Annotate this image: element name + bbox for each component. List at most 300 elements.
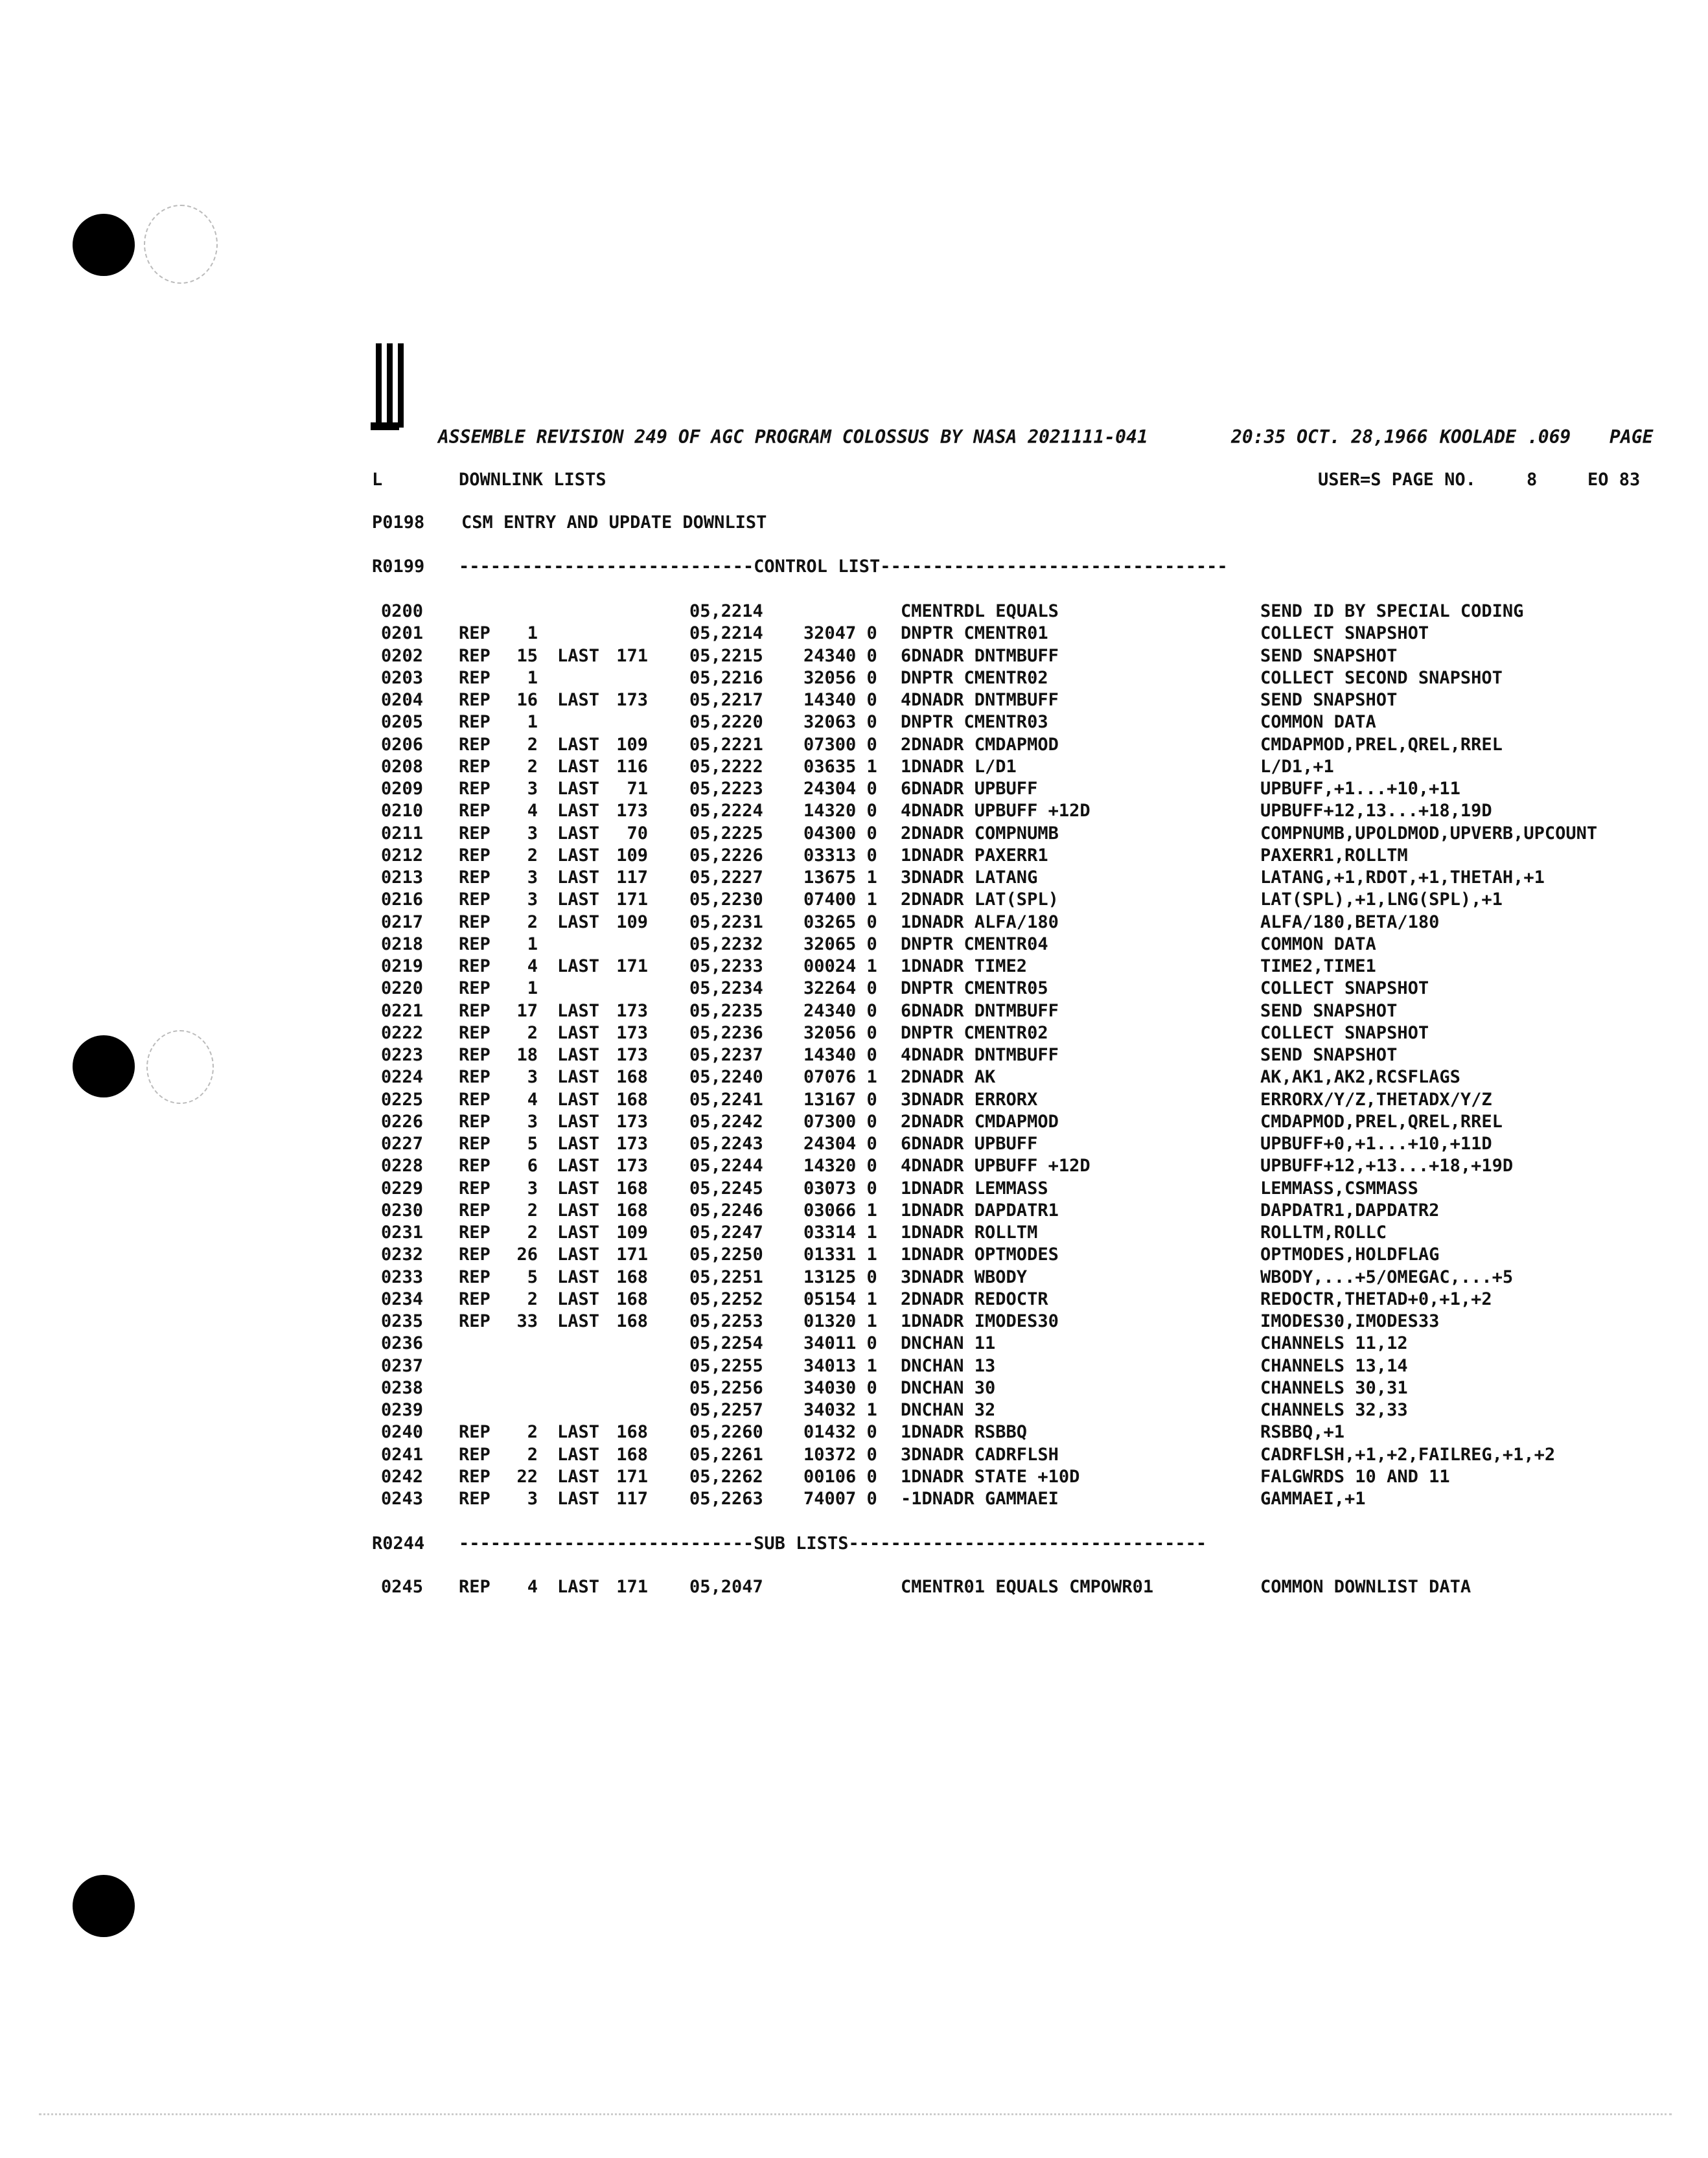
address: 05,2232 bbox=[689, 934, 763, 954]
line-number: 0224 bbox=[381, 1067, 424, 1088]
rep-count: 26 bbox=[516, 1245, 538, 1265]
last-keyword: LAST bbox=[557, 1311, 600, 1331]
address: 05,2241 bbox=[689, 1089, 763, 1110]
address: 05,2247 bbox=[689, 1222, 763, 1243]
comment: OPTMODES,HOLDFLAG bbox=[1260, 1245, 1440, 1265]
rep-keyword: REP bbox=[459, 1111, 490, 1132]
rep-keyword: REP bbox=[459, 734, 490, 755]
rep-keyword: REP bbox=[459, 934, 490, 954]
comment: CMDAPMOD,PREL,QREL,RREL bbox=[1260, 1111, 1503, 1132]
rep-keyword: REP bbox=[459, 1489, 490, 1509]
listing-row bbox=[0, 1178, 1708, 1200]
line-number: 0204 bbox=[381, 690, 424, 710]
instruction: 2DNADR AK bbox=[901, 1067, 996, 1088]
instruction: 2DNADR LAT(SPL) bbox=[901, 890, 1059, 910]
rep-count: 2 bbox=[527, 1289, 538, 1309]
rep-count: 1 bbox=[527, 934, 538, 954]
instruction: DNPTR CMENTR02 bbox=[901, 1022, 1048, 1043]
listing-row bbox=[0, 1467, 1708, 1489]
listing-row bbox=[0, 1333, 1708, 1355]
address: 05,2227 bbox=[689, 867, 763, 888]
last-keyword: LAST bbox=[557, 1245, 600, 1265]
listing-row bbox=[0, 1400, 1708, 1422]
line-number: 0205 bbox=[381, 712, 424, 733]
line-number: 0220 bbox=[381, 978, 424, 999]
line-number: 0211 bbox=[381, 823, 424, 844]
address: 05,2047 bbox=[689, 1577, 763, 1597]
instruction: 2DNADR COMPNUMB bbox=[901, 823, 1059, 844]
last-number: 117 bbox=[616, 1489, 648, 1509]
listing-row bbox=[0, 1222, 1708, 1245]
octal-word: 07400 1 bbox=[803, 890, 877, 910]
last-number: 116 bbox=[616, 756, 648, 777]
last-keyword: LAST bbox=[557, 867, 600, 888]
listing-row bbox=[0, 934, 1708, 956]
last-number: 168 bbox=[616, 1444, 648, 1465]
last-keyword: LAST bbox=[557, 1222, 600, 1243]
last-number: 173 bbox=[616, 801, 648, 821]
address: 05,2262 bbox=[689, 1466, 763, 1487]
comment: COLLECT SNAPSHOT bbox=[1260, 1022, 1429, 1043]
rep-keyword: REP bbox=[459, 1245, 490, 1265]
listing-row bbox=[0, 1023, 1708, 1045]
octal-word: 03066 1 bbox=[803, 1200, 877, 1221]
comment: REDOCTR,THETAD+0,+1,+2 bbox=[1260, 1289, 1492, 1309]
listing-row bbox=[0, 690, 1708, 712]
last-number: 171 bbox=[616, 1245, 648, 1265]
line-number: 0213 bbox=[381, 867, 424, 888]
comment: ROLLTM,ROLLC bbox=[1260, 1222, 1387, 1243]
last-keyword: LAST bbox=[557, 1067, 600, 1088]
rep-keyword: REP bbox=[459, 1178, 490, 1199]
address: 05,2216 bbox=[689, 667, 763, 688]
comment: CADRFLSH,+1,+2,FAILREG,+1,+2 bbox=[1260, 1444, 1556, 1465]
instruction: CMENTRDL EQUALS bbox=[901, 601, 1059, 621]
rep-count: 4 bbox=[527, 1089, 538, 1110]
comment: TIME2,TIME1 bbox=[1260, 956, 1376, 976]
last-number: 117 bbox=[616, 867, 648, 888]
address: 05,2222 bbox=[689, 756, 763, 777]
rep-keyword: REP bbox=[459, 779, 490, 799]
line-number: 0236 bbox=[381, 1333, 424, 1354]
comment: DAPDATR1,DAPDATR2 bbox=[1260, 1200, 1440, 1221]
instruction: DNPTR CMENTR02 bbox=[901, 667, 1048, 688]
octal-word: 13167 0 bbox=[803, 1089, 877, 1110]
address: 05,2226 bbox=[689, 845, 763, 866]
rep-count: 3 bbox=[527, 779, 538, 799]
last-number: 171 bbox=[616, 1466, 648, 1487]
octal-word: 13675 1 bbox=[803, 867, 877, 888]
line-number: 0209 bbox=[381, 779, 424, 799]
listing-row bbox=[0, 1577, 1708, 1599]
line-number: 0216 bbox=[381, 890, 424, 910]
last-keyword: LAST bbox=[557, 690, 600, 710]
instruction: 2DNADR CMDAPMOD bbox=[901, 1111, 1059, 1132]
listing-row bbox=[0, 668, 1708, 690]
octal-word: 34013 1 bbox=[803, 1355, 877, 1376]
rep-keyword: REP bbox=[459, 1422, 490, 1443]
rep-keyword: REP bbox=[459, 1200, 490, 1221]
last-number: 171 bbox=[616, 645, 648, 666]
comment: SEND SNAPSHOT bbox=[1260, 1000, 1398, 1021]
instruction: 4DNADR UPBUFF +12D bbox=[901, 801, 1091, 821]
last-keyword: LAST bbox=[557, 1089, 600, 1110]
rep-keyword: REP bbox=[459, 1289, 490, 1309]
log-section-letter: L bbox=[372, 470, 383, 490]
octal-word: 34011 0 bbox=[803, 1333, 877, 1354]
comment: COLLECT SNAPSHOT bbox=[1260, 623, 1429, 644]
address: 05,2224 bbox=[689, 801, 763, 821]
rep-keyword: REP bbox=[459, 1156, 490, 1177]
last-number: 168 bbox=[616, 1067, 648, 1088]
line-number: 0201 bbox=[381, 623, 424, 644]
last-number: 171 bbox=[616, 1577, 648, 1597]
listing-row bbox=[0, 1489, 1708, 1511]
rep-count: 3 bbox=[527, 890, 538, 910]
address: 05,2263 bbox=[689, 1489, 763, 1509]
last-keyword: LAST bbox=[557, 779, 600, 799]
rep-count: 3 bbox=[527, 1489, 538, 1509]
page-label: PAGE bbox=[1610, 426, 1654, 448]
address: 05,2242 bbox=[689, 1111, 763, 1132]
rep-keyword: REP bbox=[459, 667, 490, 688]
punch-hole-top bbox=[73, 214, 135, 276]
rep-keyword: REP bbox=[459, 623, 490, 644]
line-number: 0233 bbox=[381, 1267, 424, 1287]
rep-count: 3 bbox=[527, 823, 538, 844]
address: 05,2225 bbox=[689, 823, 763, 844]
octal-word: 03635 1 bbox=[803, 756, 877, 777]
listing-row bbox=[0, 735, 1708, 757]
listing-row bbox=[0, 1112, 1708, 1134]
octal-word: 14320 0 bbox=[803, 1156, 877, 1177]
last-number: 70 bbox=[627, 823, 648, 844]
octal-word: 24340 0 bbox=[803, 1000, 877, 1021]
octal-word: 14340 0 bbox=[803, 690, 877, 710]
listing-row bbox=[0, 823, 1708, 845]
comment: L/D1,+1 bbox=[1260, 756, 1334, 777]
instruction: 6DNADR DNTMBUFF bbox=[901, 645, 1059, 666]
listing-row bbox=[0, 867, 1708, 890]
listing-row bbox=[0, 956, 1708, 978]
rep-keyword: REP bbox=[459, 801, 490, 821]
last-number: 168 bbox=[616, 1311, 648, 1331]
octal-word: 32056 0 bbox=[803, 1022, 877, 1043]
instruction: DNPTR CMENTR03 bbox=[901, 712, 1048, 733]
line-number: 0237 bbox=[381, 1355, 424, 1376]
line-number: 0225 bbox=[381, 1089, 424, 1110]
rep-count: 4 bbox=[527, 1577, 538, 1597]
instruction: 3DNADR WBODY bbox=[901, 1267, 1028, 1287]
remark-downlist-title: CSM ENTRY AND UPDATE DOWNLIST bbox=[461, 512, 767, 533]
rep-count: 2 bbox=[527, 912, 538, 932]
octal-word: 24304 0 bbox=[803, 1134, 877, 1154]
line-number: 0222 bbox=[381, 1022, 424, 1043]
rep-keyword: REP bbox=[459, 956, 490, 976]
line-number: 0218 bbox=[381, 934, 424, 954]
log-section-title: DOWNLINK LISTS bbox=[459, 470, 606, 490]
control-list-line-number: R0199 bbox=[372, 557, 425, 577]
rep-keyword: REP bbox=[459, 1134, 490, 1154]
comment: SEND SNAPSHOT bbox=[1260, 690, 1398, 710]
address: 05,2236 bbox=[689, 1022, 763, 1043]
last-keyword: LAST bbox=[557, 645, 600, 666]
rep-count: 3 bbox=[527, 1178, 538, 1199]
rep-keyword: REP bbox=[459, 1311, 490, 1331]
rep-count: 3 bbox=[527, 1067, 538, 1088]
rep-count: 1 bbox=[527, 623, 538, 644]
sub-lists-line-number: R0244 bbox=[372, 1533, 425, 1554]
octal-word: 34032 1 bbox=[803, 1400, 877, 1420]
rep-count: 17 bbox=[516, 1000, 538, 1021]
listing-row bbox=[0, 1245, 1708, 1267]
listing-row bbox=[0, 1289, 1708, 1311]
rep-count: 16 bbox=[516, 690, 538, 710]
line-number: 0223 bbox=[381, 1045, 424, 1065]
instruction: 1DNADR RSBBQ bbox=[901, 1422, 1028, 1443]
instruction: 6DNADR UPBUFF bbox=[901, 1134, 1038, 1154]
rep-keyword: REP bbox=[459, 1022, 490, 1043]
comment: CHANNELS 32,33 bbox=[1260, 1400, 1408, 1420]
address: 05,2261 bbox=[689, 1444, 763, 1465]
instruction: 1DNADR IMODES30 bbox=[901, 1311, 1059, 1331]
octal-word: 03314 1 bbox=[803, 1222, 877, 1243]
perforation-edge bbox=[39, 2113, 1672, 2115]
address: 05,2244 bbox=[689, 1156, 763, 1177]
comment: UPBUFF+12,13...+18,19D bbox=[1260, 801, 1492, 821]
line-number: 0229 bbox=[381, 1178, 424, 1199]
last-number: 168 bbox=[616, 1178, 648, 1199]
instruction: CMENTR01 EQUALS CMPOWR01 bbox=[901, 1577, 1154, 1597]
listing-row bbox=[0, 757, 1708, 779]
line-number: 0243 bbox=[381, 1489, 424, 1509]
instruction: 1DNADR TIME2 bbox=[901, 956, 1028, 976]
last-number: 109 bbox=[616, 1222, 648, 1243]
rep-count: 2 bbox=[527, 1022, 538, 1043]
listing-row bbox=[0, 1378, 1708, 1400]
rep-keyword: REP bbox=[459, 1466, 490, 1487]
comment: GAMMAEI,+1 bbox=[1260, 1489, 1366, 1509]
rep-count: 22 bbox=[516, 1466, 538, 1487]
line-number: 0206 bbox=[381, 734, 424, 755]
rep-keyword: REP bbox=[459, 845, 490, 866]
listing-row bbox=[0, 845, 1708, 867]
line-number: 0203 bbox=[381, 667, 424, 688]
rep-count: 2 bbox=[527, 1444, 538, 1465]
comment: IMODES30,IMODES33 bbox=[1260, 1311, 1440, 1331]
last-keyword: LAST bbox=[557, 1045, 600, 1065]
last-keyword: LAST bbox=[557, 1156, 600, 1177]
instruction: 6DNADR UPBUFF bbox=[901, 779, 1038, 799]
rep-keyword: REP bbox=[459, 890, 490, 910]
rep-count: 2 bbox=[527, 1222, 538, 1243]
octal-word: 10372 0 bbox=[803, 1444, 877, 1465]
last-number: 173 bbox=[616, 1111, 648, 1132]
comment: CMDAPMOD,PREL,QREL,RREL bbox=[1260, 734, 1503, 755]
address: 05,2223 bbox=[689, 779, 763, 799]
last-number: 109 bbox=[616, 845, 648, 866]
rep-count: 3 bbox=[527, 867, 538, 888]
comment: RSBBQ,+1 bbox=[1260, 1422, 1345, 1443]
comment: UPBUFF,+1...+10,+11 bbox=[1260, 779, 1460, 799]
rep-count: 33 bbox=[516, 1311, 538, 1331]
comment: UPBUFF+12,+13...+18,+19D bbox=[1260, 1156, 1514, 1177]
listing-row bbox=[0, 601, 1708, 623]
comment: UPBUFF+0,+1...+10,+11D bbox=[1260, 1134, 1492, 1154]
last-keyword: LAST bbox=[557, 734, 600, 755]
listing-row bbox=[0, 1311, 1708, 1333]
address: 05,2253 bbox=[689, 1311, 763, 1331]
listing-row bbox=[0, 1267, 1708, 1289]
rep-keyword: REP bbox=[459, 1577, 490, 1597]
octal-word: 04300 0 bbox=[803, 823, 877, 844]
address: 05,2257 bbox=[689, 1400, 763, 1420]
address: 05,2233 bbox=[689, 956, 763, 976]
octal-word: 32065 0 bbox=[803, 934, 877, 954]
comment: COMMON DATA bbox=[1260, 712, 1376, 733]
last-number: 109 bbox=[616, 734, 648, 755]
punch-hole-ghost-top bbox=[144, 205, 218, 284]
last-keyword: LAST bbox=[557, 1422, 600, 1443]
line-number: 0202 bbox=[381, 645, 424, 666]
comment: LATANG,+1,RDOT,+1,THETAH,+1 bbox=[1260, 867, 1545, 888]
address: 05,2230 bbox=[689, 890, 763, 910]
last-number: 168 bbox=[616, 1289, 648, 1309]
last-keyword: LAST bbox=[557, 756, 600, 777]
octal-word: 01432 0 bbox=[803, 1422, 877, 1443]
last-keyword: LAST bbox=[557, 1267, 600, 1287]
last-keyword: LAST bbox=[557, 1200, 600, 1221]
rep-keyword: REP bbox=[459, 1089, 490, 1110]
instruction: -1DNADR GAMMAEI bbox=[901, 1489, 1059, 1509]
listing-row bbox=[0, 1156, 1708, 1178]
last-keyword: LAST bbox=[557, 890, 600, 910]
rep-keyword: REP bbox=[459, 712, 490, 733]
comment: LAT(SPL),+1,LNG(SPL),+1 bbox=[1260, 890, 1503, 910]
rep-count: 1 bbox=[527, 667, 538, 688]
rep-keyword: REP bbox=[459, 1222, 490, 1243]
line-number: 0238 bbox=[381, 1377, 424, 1398]
assembly-timestamp: 20:35 OCT. 28,1966 bbox=[1231, 426, 1428, 448]
last-keyword: LAST bbox=[557, 1577, 600, 1597]
rep-count: 3 bbox=[527, 1111, 538, 1132]
sub-lists-divider: ----------------------------SUB LISTS---------------------------------- bbox=[459, 1533, 1207, 1554]
rep-count: 18 bbox=[516, 1045, 538, 1065]
address: 05,2240 bbox=[689, 1067, 763, 1088]
address: 05,2256 bbox=[689, 1377, 763, 1398]
last-number: 168 bbox=[616, 1089, 648, 1110]
last-number: 168 bbox=[616, 1267, 648, 1287]
comment: CHANNELS 13,14 bbox=[1260, 1355, 1408, 1376]
rep-count: 1 bbox=[527, 712, 538, 733]
rep-count: 1 bbox=[527, 978, 538, 999]
listing-row bbox=[0, 1067, 1708, 1089]
line-number: 0230 bbox=[381, 1200, 424, 1221]
address: 05,2221 bbox=[689, 734, 763, 755]
octal-word: 01320 1 bbox=[803, 1311, 877, 1331]
user-page-label: USER=S PAGE NO. bbox=[1318, 470, 1476, 490]
octal-word: 74007 0 bbox=[803, 1489, 877, 1509]
octal-word: 34030 0 bbox=[803, 1377, 877, 1398]
comment: SEND SNAPSHOT bbox=[1260, 645, 1398, 666]
rep-count: 2 bbox=[527, 1422, 538, 1443]
line-number: 0212 bbox=[381, 845, 424, 866]
eo-number: EO 83 bbox=[1587, 470, 1641, 490]
listing-row bbox=[0, 912, 1708, 934]
comment: COMPNUMB,UPOLDMOD,UPVERB,UPCOUNT bbox=[1260, 823, 1598, 844]
last-number: 168 bbox=[616, 1422, 648, 1443]
punch-hole-bottom bbox=[73, 1875, 135, 1937]
comment: CHANNELS 30,31 bbox=[1260, 1377, 1408, 1398]
rep-keyword: REP bbox=[459, 1045, 490, 1065]
listing-row bbox=[0, 1001, 1708, 1023]
address: 05,2260 bbox=[689, 1422, 763, 1443]
rep-keyword: REP bbox=[459, 1267, 490, 1287]
comment: FALGWRDS 10 AND 11 bbox=[1260, 1466, 1450, 1487]
instruction: DNPTR CMENTR04 bbox=[901, 934, 1048, 954]
line-number: 0210 bbox=[381, 801, 424, 821]
comment: AK,AK1,AK2,RCSFLAGS bbox=[1260, 1067, 1460, 1088]
comment: LEMMASS,CSMMASS bbox=[1260, 1178, 1418, 1199]
comment: WBODY,...+5/OMEGAC,...+5 bbox=[1260, 1267, 1514, 1287]
address: 05,2214 bbox=[689, 623, 763, 644]
octal-word: 00024 1 bbox=[803, 956, 877, 976]
comment: CHANNELS 11,12 bbox=[1260, 1333, 1408, 1354]
listing-row bbox=[0, 978, 1708, 1000]
listing-row bbox=[0, 1045, 1708, 1067]
comment: ERRORX/Y/Z,THETADX/Y/Z bbox=[1260, 1089, 1492, 1110]
line-number: 0239 bbox=[381, 1400, 424, 1420]
last-keyword: LAST bbox=[557, 1289, 600, 1309]
rep-count: 6 bbox=[527, 1156, 538, 1177]
rep-count: 2 bbox=[527, 734, 538, 755]
rep-keyword: REP bbox=[459, 978, 490, 999]
assembly-title: ASSEMBLE REVISION 249 OF AGC PROGRAM COLOSSUS BY NASA 2021111-041 bbox=[438, 426, 1148, 448]
line-number: 0245 bbox=[381, 1577, 424, 1597]
last-number: 171 bbox=[616, 956, 648, 976]
octal-word: 32047 0 bbox=[803, 623, 877, 644]
octal-word: 14320 0 bbox=[803, 801, 877, 821]
instruction: 3DNADR CADRFLSH bbox=[901, 1444, 1059, 1465]
last-number: 171 bbox=[616, 890, 648, 910]
rep-keyword: REP bbox=[459, 912, 490, 932]
listing-row bbox=[0, 1445, 1708, 1467]
address: 05,2234 bbox=[689, 978, 763, 999]
instruction: 1DNADR ALFA/180 bbox=[901, 912, 1059, 932]
listing-row bbox=[0, 1422, 1708, 1444]
rep-count: 4 bbox=[527, 956, 538, 976]
octal-word: 32264 0 bbox=[803, 978, 877, 999]
line-number: 0241 bbox=[381, 1444, 424, 1465]
rep-keyword: REP bbox=[459, 823, 490, 844]
line-number: 0227 bbox=[381, 1134, 424, 1154]
instruction: 4DNADR UPBUFF +12D bbox=[901, 1156, 1091, 1177]
last-number: 109 bbox=[616, 912, 648, 932]
address: 05,2255 bbox=[689, 1355, 763, 1376]
instruction: 3DNADR LATANG bbox=[901, 867, 1038, 888]
instruction: 2DNADR REDOCTR bbox=[901, 1289, 1048, 1309]
octal-word: 13125 0 bbox=[803, 1267, 877, 1287]
comment: COLLECT SNAPSHOT bbox=[1260, 978, 1429, 999]
line-number: 0235 bbox=[381, 1311, 424, 1331]
address: 05,2235 bbox=[689, 1000, 763, 1021]
instruction: DNCHAN 13 bbox=[901, 1355, 996, 1376]
listing-row bbox=[0, 801, 1708, 823]
octal-word: 07300 0 bbox=[803, 734, 877, 755]
listing-row bbox=[0, 1134, 1708, 1156]
listing-row bbox=[0, 890, 1708, 912]
address: 05,2250 bbox=[689, 1245, 763, 1265]
